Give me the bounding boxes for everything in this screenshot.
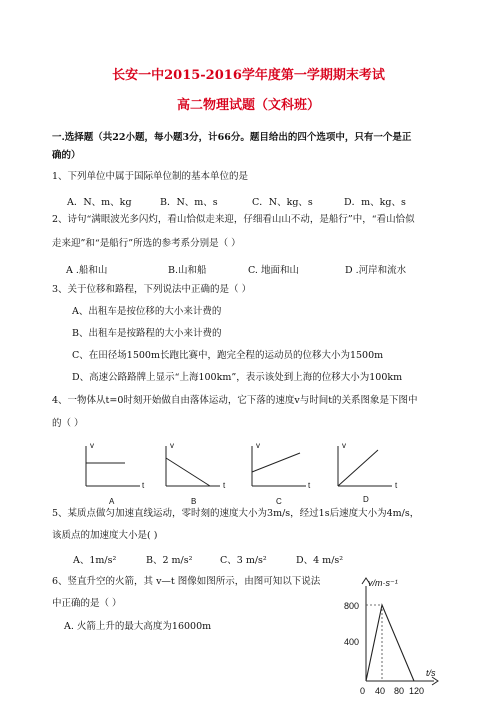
- graph-b-v-label: v: [170, 441, 174, 450]
- q5-option-c: C、3 m/s²: [220, 555, 267, 566]
- q1-option-d: D．m、kg、s: [344, 197, 406, 208]
- question-4-stem-cont: 的（ ）: [52, 418, 84, 429]
- section-heading: 一.选择题（共22小题，每小题3分，计66分。题目给出的四个选项中，只有一个是正: [52, 132, 412, 143]
- graph-a-label: A: [109, 497, 115, 506]
- y-axis-label: v/m·s⁻¹: [368, 578, 398, 588]
- q2-option-a: A .船和山: [66, 265, 108, 276]
- q3-option-b: B、出租车是按路程的大小来计费的: [72, 328, 222, 339]
- q1-option-b: B．N、m、s: [160, 197, 218, 208]
- velocity-line: [366, 605, 414, 681]
- question-5-stem-cont: 该质点的加速度大小是( ): [52, 530, 158, 541]
- question-6-stem-cont: 中正确的是（ ）: [52, 598, 122, 609]
- exam-title: 长安一中2015-2016学年度第一学期期末考试: [112, 68, 385, 83]
- x-axis-label: t/s: [426, 668, 436, 678]
- graph-d-v-label: v: [342, 441, 346, 450]
- q1-option-c: C．N、kg、s: [252, 197, 313, 208]
- q1-option-a: A．N、m、kg: [67, 197, 132, 208]
- exam-subtitle: 高二物理试题（文科班）: [176, 98, 320, 113]
- graph-a-axes: [86, 446, 140, 486]
- q3-option-c: C、在田径场1500m长跑比赛中，跑完全程的运动员的位移大小为1500m: [72, 350, 384, 361]
- q5-option-b: B、2 m/s²: [146, 555, 193, 566]
- question-4-stem: 4、一物体从t=0时刻开始做自由落体运动，它下落的速度v与时间t的关系图象是下图中: [52, 395, 418, 406]
- graph-b-axes: [166, 446, 220, 486]
- question-2-stem-cont: 走来迎”和“是船行”所选的参考系分别是（ ）: [52, 238, 241, 249]
- q6-option-a: A. 火箭上升的最大高度为16000m: [64, 621, 212, 632]
- y-tick-400: 400: [344, 637, 360, 647]
- graph-a-v-label: v: [90, 441, 94, 450]
- graph-d-axes: [338, 446, 392, 486]
- q3-option-d: D、高速公路路牌上显示“上海100km”，表示该处到上海的位移大小为100km: [72, 372, 403, 383]
- question-3-stem: 3、关于位移和路程，下列说法中正确的是（ ）: [52, 284, 252, 295]
- y-tick-800: 800: [344, 601, 360, 611]
- graph-c-t-label: t: [308, 481, 311, 490]
- graph-d-line: [338, 450, 378, 486]
- q5-option-a: A、1m/s²: [73, 555, 117, 566]
- graph-a-t-label: t: [142, 481, 145, 490]
- q2-option-b: B.山和船: [168, 265, 207, 276]
- question-6-stem: 6、竖直升空的火箭，其 v—t 图像如图所示，由图可知以下说法: [52, 576, 321, 587]
- graph-d-label: D: [363, 495, 369, 504]
- q2-option-d: D .河岸和流水: [345, 265, 407, 276]
- x-tick-120: 120: [409, 686, 425, 696]
- x-tick-0: 0: [360, 686, 366, 696]
- question-5-stem: 5、某质点做匀加速直线运动，零时刻的速度大小为3m/s，经过1s后速度大小为4m/s，: [52, 508, 420, 519]
- q5-option-d: D、4 m/s²: [296, 555, 344, 566]
- graph-c-axes: [252, 446, 306, 486]
- graph-d-t-label: t: [395, 481, 398, 490]
- graph-c-v-label: v: [256, 441, 260, 450]
- question-1-stem: 1、下列单位中属于国际单位制的基本单位的是: [52, 171, 249, 182]
- x-tick-40: 40: [375, 686, 386, 696]
- section-heading-cont: 确的）: [52, 150, 81, 161]
- q2-option-c: C. 地面和山: [248, 265, 299, 276]
- graph-b-t-label: t: [223, 481, 226, 490]
- q3-option-a: A、出租车是按位移的大小来计费的: [72, 306, 222, 317]
- q6-vt-chart: [338, 574, 446, 698]
- graph-b-label: B: [191, 497, 197, 506]
- question-2-stem: 2、诗句“满眼波光多闪灼，看山恰似走来迎，仔细看山山不动，是船行”中，“看山恰似: [52, 214, 415, 225]
- x-tick-80: 80: [394, 686, 405, 696]
- graph-c-line: [252, 453, 300, 472]
- q4-graphs: [70, 438, 415, 508]
- graph-c-label: C: [276, 497, 282, 506]
- velocity-polyline: [366, 605, 414, 681]
- graph-b-line: [166, 458, 210, 486]
